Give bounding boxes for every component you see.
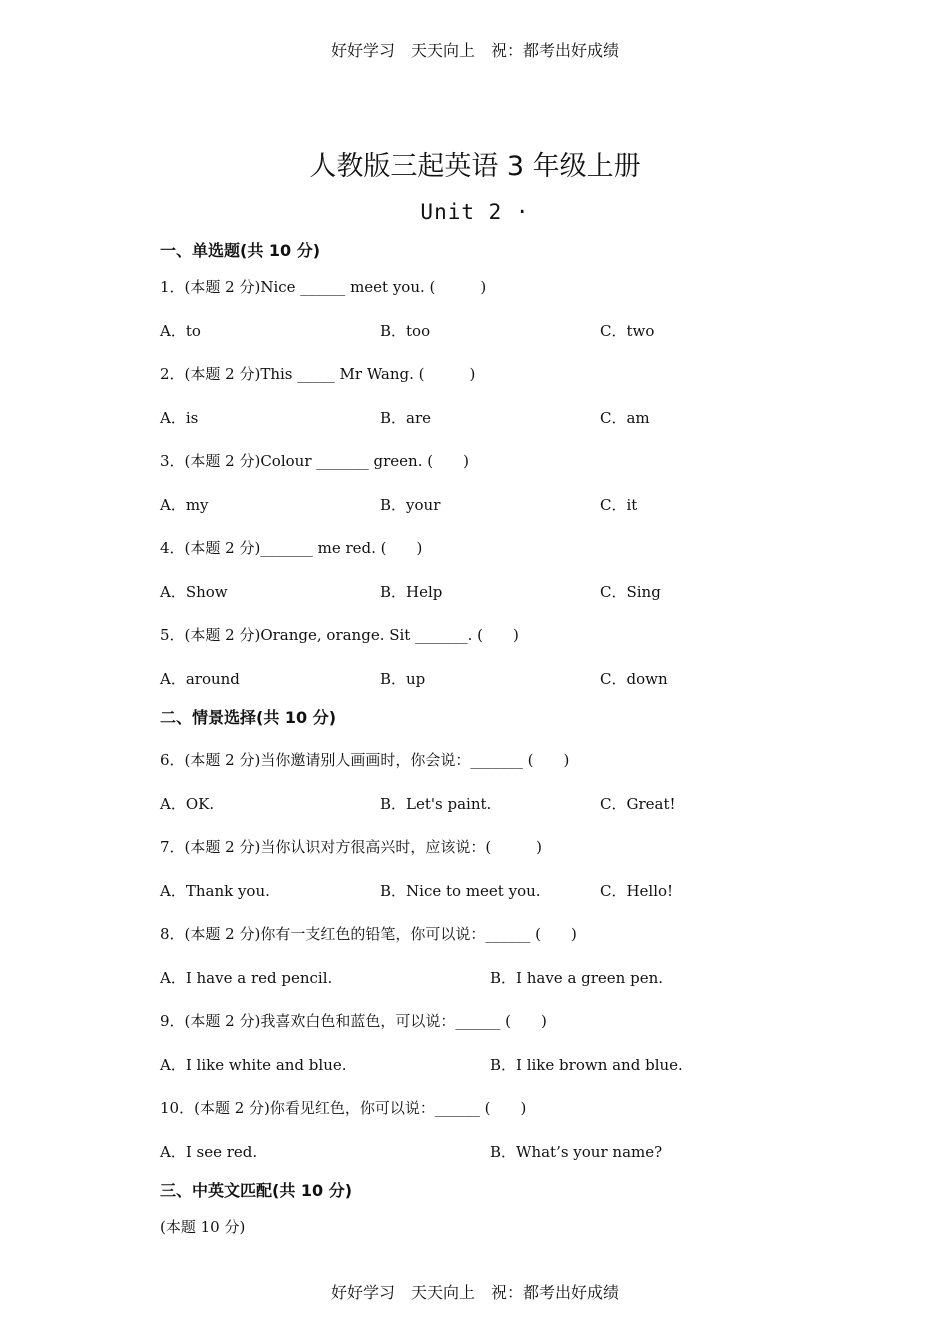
option-c: C．Sing: [600, 583, 661, 601]
question-9: 9．(本题 2 分)我喜欢白色和蓝色，可以说：______ ( ): [160, 1012, 547, 1030]
option-b: B．Nice to meet you.: [380, 882, 541, 900]
question-1: 1．(本题 2 分)Nice ______ meet you. ( ): [160, 278, 487, 296]
option-a: A．Show: [160, 583, 228, 601]
option-a: A．to: [160, 322, 201, 340]
page-footer: 好好学习 天天向上 祝：都考出好成绩: [330, 1283, 619, 1302]
question-2: 2．(本题 2 分)This _____ Mr Wang. ( ): [160, 365, 476, 383]
question-3: 3．(本题 2 分)Colour _______ green. ( ): [160, 452, 469, 470]
page-header: 好好学习 天天向上 祝：都考出好成绩: [330, 41, 619, 60]
question-6: 6．(本题 2 分)当你邀请别人画画时，你会说：_______ ( ): [160, 751, 570, 769]
option-b: B．too: [380, 322, 431, 340]
option-b: B．Help: [380, 583, 443, 601]
option-b: B．What’s your name?: [490, 1143, 663, 1161]
option-c: C．two: [600, 322, 655, 340]
option-c: C．it: [600, 496, 638, 514]
document-title: 人教版三起英语 3 年级上册: [309, 151, 641, 182]
question-4: 4．(本题 2 分)_______ me red. ( ): [160, 539, 423, 557]
option-b: B．your: [380, 496, 441, 514]
option-a: A．Thank you.: [160, 882, 270, 900]
option-a: A．I have a red pencil.: [160, 969, 333, 987]
section-heading: 三、中英文匹配(共 10 分): [160, 1181, 353, 1200]
option-a: A．is: [160, 409, 199, 427]
option-a: A．OK.: [160, 795, 215, 813]
option-b: B．up: [380, 670, 426, 688]
option-a: A．I like white and blue.: [160, 1056, 347, 1074]
option-b: B．Let's paint.: [380, 795, 492, 813]
question-7: 7．(本题 2 分)当你认识对方很高兴时，应该说：( ): [160, 838, 543, 856]
option-c: C．down: [600, 670, 668, 688]
option-b: B．I like brown and blue.: [490, 1056, 683, 1074]
section-heading: 二、情景选择(共 10 分): [160, 708, 337, 727]
option-c: C．Great!: [600, 795, 676, 813]
option-c: C．am: [600, 409, 650, 427]
option-b: B．are: [380, 409, 432, 427]
question-5: 5．(本题 2 分)Orange, orange. Sit _______. ( ): [160, 626, 519, 644]
section-heading: 一、单选题(共 10 分): [160, 241, 321, 260]
option-a: A．I see red.: [160, 1143, 258, 1161]
section-note: (本题 10 分): [160, 1218, 246, 1236]
unit-label: Unit 2 ·: [420, 200, 530, 224]
option-b: B．I have a green pen.: [490, 969, 664, 987]
option-c: C．Hello!: [600, 882, 674, 900]
question-10: 10．(本题 2 分)你看见红色，你可以说：______ ( ): [160, 1099, 527, 1117]
option-a: A．around: [160, 670, 240, 688]
option-a: A．my: [160, 496, 209, 514]
question-8: 8．(本题 2 分)你有一支红色的铅笔，你可以说：______ ( ): [160, 925, 577, 943]
